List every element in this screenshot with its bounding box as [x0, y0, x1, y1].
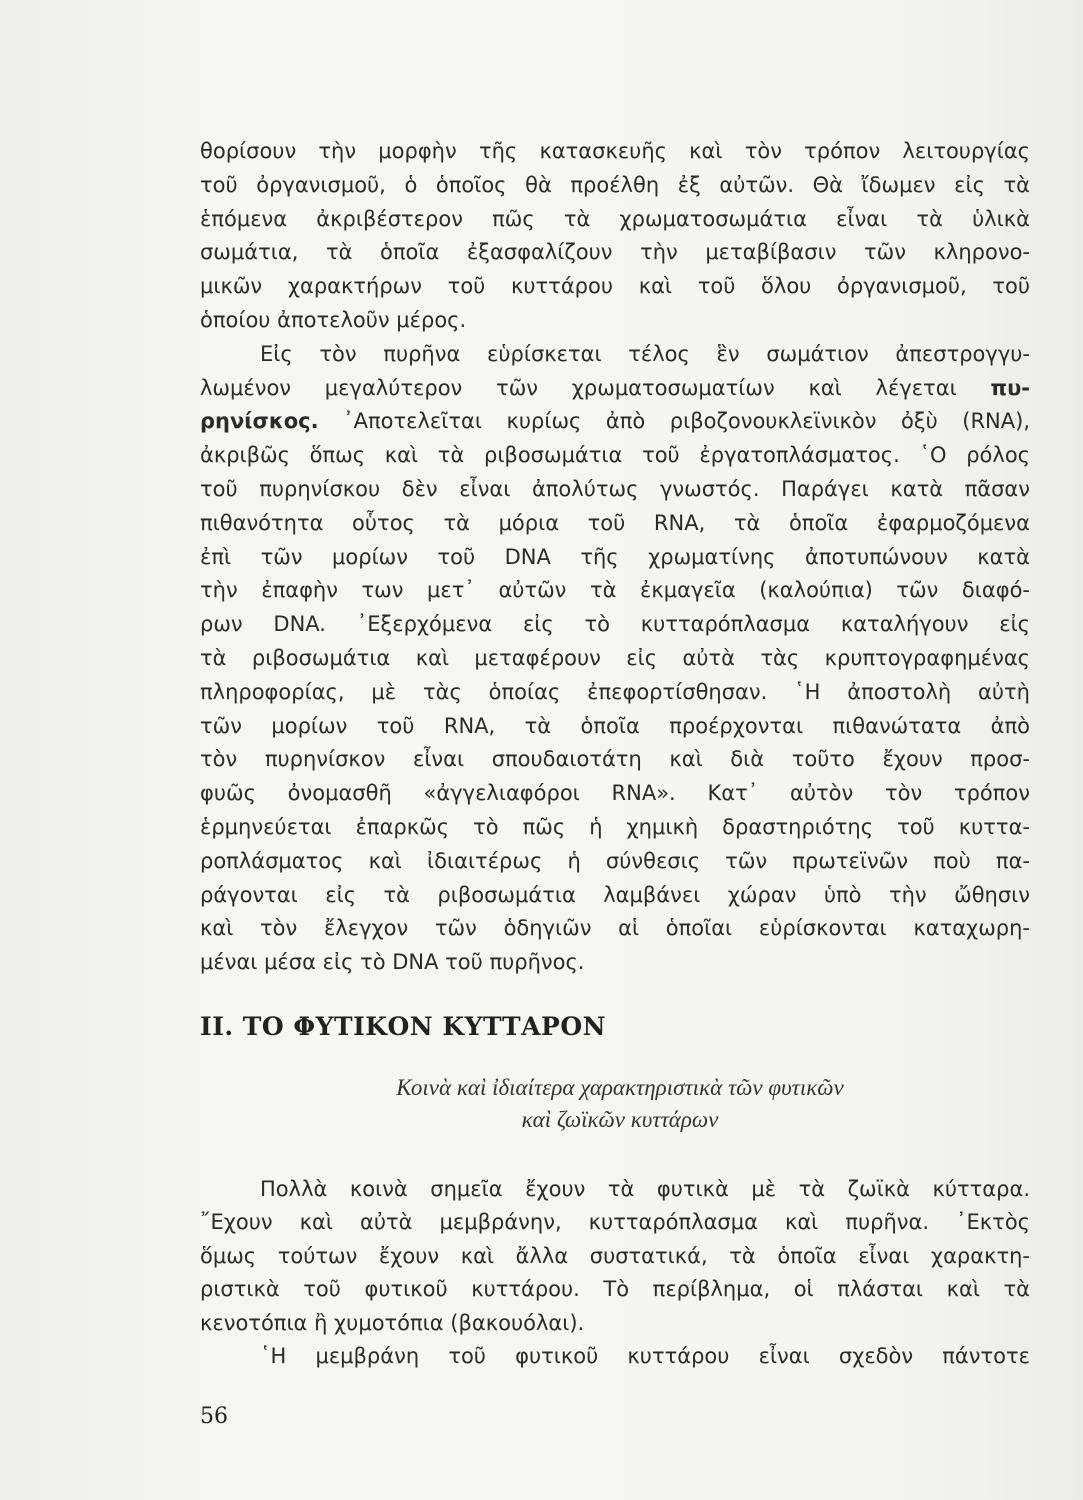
text-segment: ῎Εχουν καὶ αὐτὰ μεμβράνην, κυτταρόπλασμα καὶ πυρῆνα. ᾿Εκτὸς [200, 1210, 1030, 1235]
text-line [200, 304, 1030, 338]
text-line [200, 1173, 1030, 1206]
text-segment: φυῶς ὀνομασθῆ «ἀγγελιαφόροι RNA». Κατ᾿ αὐτὸν τὸν τρόπον [200, 781, 1030, 806]
text-segment: μικῶν χαρακτήρων τοῦ κυττάρου καὶ τοῦ ὅλου ὀργανισμοῦ, τοῦ [200, 274, 1030, 299]
subtitle-line: καὶ ζωϊκῶν κυττάρων [521, 1107, 719, 1132]
text-segment: τοῦ πυρηνίσκου δὲν εἶναι ἀπολύτως γνωστός. Παράγει κατὰ πᾶσαν [200, 476, 1030, 501]
text-line [200, 1206, 1030, 1239]
text-segment: τῶν μορίων τοῦ RNA, τὰ ὁποῖα προέρχονται πιθανώτατα ἀπὸ [200, 713, 1030, 738]
text-line [200, 574, 1030, 608]
text-segment: καὶ τὸν ἔλεγχον τῶν ὁδηγιῶν αἱ ὁποῖαι εὑρίσκονται καταχωρη- [200, 916, 1030, 941]
text-line [200, 135, 1030, 169]
text-segment: ριστικὰ τοῦ φυτικοῦ κυττάρου. Τὸ περίβλημα, οἱ πλάσται καὶ τὰ [200, 1277, 1030, 1302]
text-line [200, 777, 1030, 811]
text-segment: πληροφορίας, μὲ τὰς ὁποίας ἐπεφορτίσθησαν. ῾Η ἀποστολὴ αὐτὴ [200, 679, 1030, 704]
text-line [200, 203, 1030, 237]
page-number: 56 [200, 1404, 228, 1429]
text-line [200, 946, 1030, 980]
text-segment: θορίσουν τὴν μορφὴν τῆς κατασκευῆς καὶ τὸν τρόπον λειτουργίας [200, 139, 1030, 163]
text-line [200, 541, 1030, 575]
text-segment: Πολλὰ κοινὰ σημεῖα ἔχουν τὰ φυτικὰ μὲ τὰ ζωϊκὰ κύτταρα. [260, 1177, 1030, 1201]
text-segment: ρων DNA. ᾿Εξερχόμενα εἰς τὸ κυτταρόπλασμα καταλήγουν εἰς [200, 612, 1030, 637]
text-line [200, 338, 1030, 372]
text-segment: τοῦ ὀργανισμοῦ, ὁ ὁποῖος θὰ προέλθη ἐξ αὐτῶν. Θὰ ἴδωμεν εἰς τὰ [200, 172, 1030, 197]
text-line [200, 270, 1030, 304]
paragraph [200, 338, 1030, 980]
text-segment: ᾿Αποτελεῖται κυρίως ἀπὸ ριβοζονουκλεϊνικὸν ὀξὺ (RNA), [318, 409, 1030, 434]
text-segment: πιθανότητα οὗτος τὰ μόρια τοῦ RNA, τὰ ὁποῖα ἐφαρμοζόμενα [200, 510, 1030, 535]
text-line [200, 1340, 1030, 1373]
text-segment: τὴν ἐπαφὴν των μετ᾿ αὐτῶν τὰ ἐκμαγεῖα (καλούπια) τῶν διαφό- [200, 578, 1030, 603]
text-segment: σωμάτια, τὰ ὁποῖα ἐξασφαλίζουν τὴν μεταβίβασιν τῶν κληρονο- [200, 240, 1030, 265]
text-line [200, 642, 1030, 676]
text-line [200, 1240, 1030, 1273]
bold-term: πυ- [990, 375, 1030, 400]
paragraph [200, 135, 1030, 338]
text-segment: ράγονται εἰς τὰ ριβοσωμάτια λαμβάνει χώραν ὑπὸ τὴν ὤθησιν [200, 882, 1030, 907]
text-line [200, 845, 1030, 879]
text-segment: λωμένον μεγαλύτερον τῶν χρωματοσωματίων καὶ λέγεται [200, 375, 991, 400]
text-line [200, 236, 1030, 270]
text-segment: ὁποίου ἀποτελοῦν μέρος. [200, 307, 467, 332]
text-segment: Εἰς τὸν πυρῆνα εὑρίσκεται τέλος ἓν σωμάτιον ἀπεστρογγυ- [260, 341, 1030, 366]
text-segment: μέναι μέσα εἰς τὸ DNA τοῦ πυρῆνος. [200, 950, 585, 975]
text-line [200, 912, 1030, 946]
text-segment: ἑπόμενα ἀκριβέστερον πῶς τὰ χρωματοσωμάτια εἶναι τὰ ὑλικὰ [200, 206, 1030, 231]
paragraph [200, 1340, 1030, 1373]
subtitle-line: Κοινὰ καὶ ἰδιαίτερα χαρακτηριστικὰ τῶν φυτικῶν [396, 1075, 844, 1100]
section-subtitle [300, 1072, 940, 1136]
body-text-top [200, 135, 1030, 980]
text-line [200, 1307, 1030, 1340]
text-segment: τὰ ριβοσωμάτια καὶ μεταφέρουν εἰς αὐτὰ τὰς κρυπτογραφημένας [200, 645, 1030, 670]
body-text-bottom [200, 1173, 1030, 1373]
bold-term: ρηνίσκος. [200, 409, 319, 434]
paragraph [200, 1173, 1030, 1340]
text-segment: ροπλάσματος καὶ ἰδιαιτέρως ἡ σύνθεσις τῶν πρωτεϊνῶν ποὺ πα- [200, 848, 1030, 873]
text-line [200, 1273, 1030, 1306]
text-line [200, 405, 1030, 439]
text-line [200, 473, 1030, 507]
text-line [200, 439, 1030, 473]
text-segment: ῾Η μεμβράνη τοῦ φυτικοῦ κυττάρου εἶναι σχεδὸν πάντοτε [260, 1343, 1030, 1368]
text-line [200, 169, 1030, 203]
text-line [200, 372, 1030, 406]
text-line [200, 811, 1030, 845]
text-segment: ὅμως τούτων ἔχουν καὶ ἄλλα συστατικά, τὰ ὁποῖα εἶναι χαρακτη- [200, 1243, 1030, 1268]
text-line [200, 507, 1030, 541]
text-line [200, 608, 1030, 642]
text-line [200, 676, 1030, 710]
text-segment: ἑρμηνεύεται ἐπαρκῶς τὸ πῶς ἡ χημικὴ δραστηριότης τοῦ κυττα- [200, 814, 1030, 839]
section-heading: II. ΤΟ ΦΥΤΙΚΟΝ ΚΥΤΤΑΡΟΝ [200, 1012, 606, 1041]
text-line [200, 710, 1030, 744]
text-line [200, 879, 1030, 913]
text-segment: ἀκριβῶς ὅπως καὶ τὰ ριβοσωμάτια τοῦ ἐργατοπλάσματος. ῾Ο ρόλος [200, 443, 1030, 468]
text-segment: τὸν πυρηνίσκον εἶναι σπουδαιοτάτη καὶ διὰ τοῦτο ἔχουν προσ- [200, 747, 1030, 772]
text-segment: ἐπὶ τῶν μορίων τοῦ DNA τῆς χρωματίνης ἀποτυπώνουν κατὰ [200, 544, 1030, 569]
text-segment: κενοτόπια ἢ χυμοτόπια (βακουόλαι). [200, 1310, 585, 1335]
text-line [200, 743, 1030, 777]
